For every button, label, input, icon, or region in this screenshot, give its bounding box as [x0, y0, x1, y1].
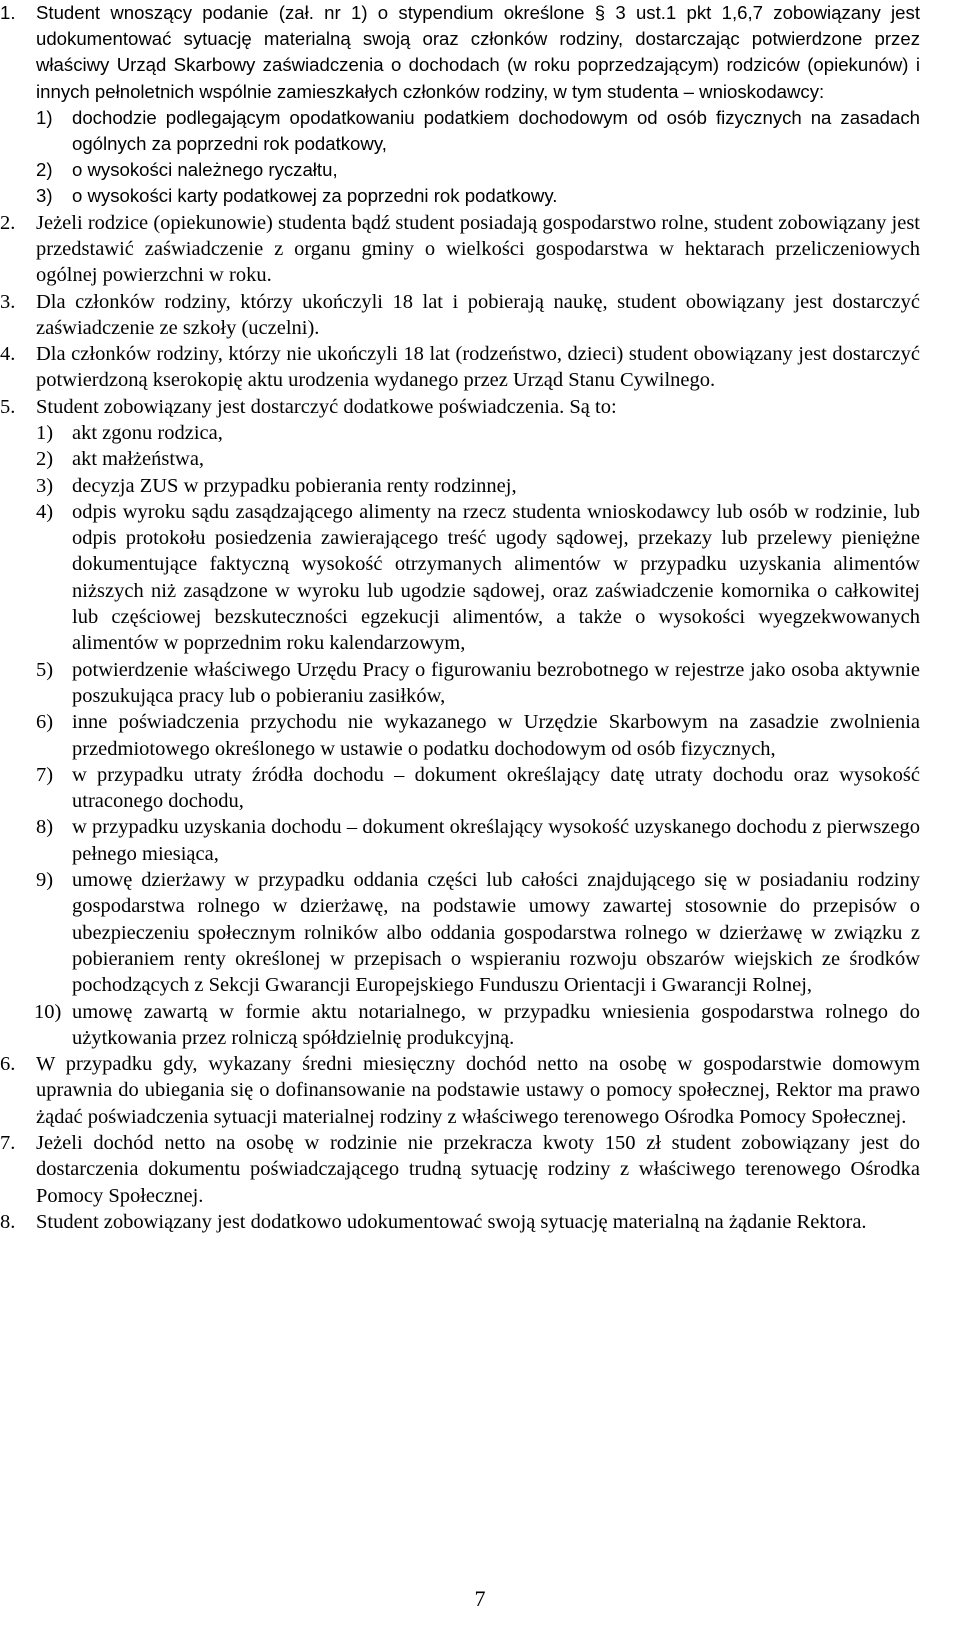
list-item-3 [0, 289, 920, 342]
sub-item-number: 5) [36, 658, 54, 681]
list-item-2 [0, 210, 920, 289]
sub-item-text: inne poświadczenia przychodu nie wykazanego w Urzędzie Skarbowym na zasadzie zwolnienia przedmiotowego określonego w ustawie o podatku dochodowym od osób fizycznych, [72, 711, 920, 760]
list-item-5 [0, 394, 920, 1051]
sub-item-text: w przypadku utraty źródła dochodu – dokument określający datę utraty dochodu oraz wysokość utraconego dochodu, [72, 763, 920, 813]
sub-item-number: 7) [36, 763, 54, 786]
item-text: W przypadku gdy, wykazany średni miesięczny dochód netto na osobę w gospodarstwie domowym uprawnia do ubiegania się o dofinansowanie na podstawie ustawy o pomocy społecznej, Rektor ma prawo żądać poświadczenia sytuacji materialnej rodziny z właściwego terenowego Ośrodka Pomocy Społecznej. [36, 1053, 920, 1128]
sub-item-text: akt małżeństwa, [72, 448, 205, 471]
sub-item-number: 10) [34, 1000, 62, 1023]
sub-item-text: umowę zawartą w formie aktu notarialnego, w przypadku wniesienia gospodarstwa rolnego do użytkowania przez rolniczą spółdzielnię produkcyjną. [72, 1000, 920, 1049]
item-text: Student zobowiązany jest dodatkowo udokumentować swoją sytuację materialną na żądanie Rektora. [36, 1210, 867, 1233]
list-item-8 [0, 1209, 920, 1235]
item-number: 4. [0, 343, 16, 366]
item-number: 6. [0, 1053, 16, 1076]
sub-item-text: odpis wyroku sądu zasądzającego alimenty na rzecz studenta wnioskodawcy lub osób w rodzinie, lub odpis protokołu posiedzenia zawierającego treść ugody sądowej, przekazy lub przelewy pieniężne dokumentujące faktyczną wysokość otrzymanych alimentów w przypadku uzyskania alimentów niższych niż zasądzone w wyroku lub ugodzie sądowej, oraz zaświadczenie komornika o całkowitej lub częściowej bezskuteczności egzekucji alimentów, a także o wysokości wyegzekwowanych alimentów w poprzednim roku kalendarzowym, [72, 500, 920, 655]
item-number: 3. [0, 290, 16, 313]
sub-item-5-4 [36, 499, 920, 657]
sub-item-text: w przypadku uzyskania dochodu – dokument określający wysokość uzyskanego dochodu z pierwszego pełnego miesiąca, [72, 816, 920, 865]
item-text: Jeżeli rodzice (opiekunowie) studenta bądź student posiadają gospodarstwo rolne, student zobowiązany jest przedstawić zaświadczenie z organu gminy o wielkości gospodarstwa w hektarach przeliczeniowych ogólnej powierzchni w roku. [36, 211, 920, 287]
item-text: Jeżeli dochód netto na osobę w rodzinie nie przekracza kwoty 150 zł student zobowiązany jest do dostarczenia dokumentu poświadczającego trudną sytuację rodziny z właściwego terenowego Ośrodka Pomocy Społecznej. [36, 1132, 920, 1207]
item-text: Dla członków rodziny, którzy nie ukończyli 18 lat (rodzeństwo, dzieci) student obowiązany jest dostarczyć potwierdzoną kserokopię aktu urodzenia wydanego przez Urząd Stanu Cywilnego. [36, 343, 920, 392]
sub-item-number: 2) [36, 448, 54, 471]
sub-item-5-1 [36, 420, 920, 446]
sub-item-number: 4) [36, 500, 54, 523]
sub-item-number: 6) [36, 711, 54, 734]
sub-item-5-5 [36, 657, 920, 710]
sub-item-text: dochodzie podlegającym opodatkowaniu podatkiem dochodowym od osób fizycznych na zasadach ogólnych za poprzedni rok podatkowy, [72, 106, 920, 155]
sub-item-text: akt zgonu rodzica, [72, 422, 223, 444]
sub-item-1-1 [36, 105, 920, 157]
sub-item-5-9 [36, 867, 920, 998]
item-text: Student wnoszący podanie (zał. nr 1) o stypendium określone § 3 ust.1 pkt 1,6,7 zobowiązany jest udokumentować sytuację materialną swoją oraz członków rodziny, dostarczając potwierdzone przez właściwy Urząd Skarbowy zaświadczenia o dochodach (w roku poprzedzającym) rodziców (opiekunów) i innych pełnoletnich wspólnie zamieszkałych członków rodziny, w tym studenta – wnioskodawcy: [36, 2, 920, 102]
item-number: 5. [0, 395, 16, 418]
sub-item-text: potwierdzenie właściwego Urzędu Pracy o figurowaniu bezrobotnego w rejestrze jako osoba aktywnie poszukująca pracy lub o pobieraniu zasiłków, [72, 658, 920, 707]
sub-item-1-2 [36, 157, 920, 183]
sub-item-number: 2) [36, 159, 53, 181]
page-number: 7 [474, 1586, 486, 1611]
item-number: 1. [0, 2, 16, 23]
item-number: 2. [0, 211, 16, 234]
sub-item-number: 1) [36, 106, 53, 128]
sub-item-5-6 [36, 709, 920, 762]
sub-item-number: 8) [36, 816, 54, 839]
sub-item-text: decyzja ZUS w przypadku pobierania renty rodzinnej, [72, 474, 517, 497]
item-text: Dla członków rodziny, którzy ukończyli 18 lat i pobierają naukę, student obowiązany jest dostarczyć zaświadczenie ze szkoły (uczelni). [36, 290, 920, 339]
sub-item-text: o wysokości karty podatkowej za poprzedni rok podatkowy. [72, 185, 558, 207]
sub-item-5-7 [36, 762, 920, 815]
list-item-6 [0, 1051, 920, 1130]
item-number: 8. [0, 1210, 16, 1233]
sub-item-5-10 [36, 999, 920, 1052]
sub-item-number: 1) [36, 422, 54, 444]
sub-item-text: o wysokości należnego ryczałtu, [72, 159, 338, 181]
sub-item-number: 3) [36, 185, 53, 207]
sub-item-5-3 [36, 473, 920, 499]
list-item-1 [0, 0, 920, 210]
sub-item-number: 9) [36, 869, 54, 892]
item-number: 7. [0, 1132, 16, 1155]
sub-item-1-3 [36, 183, 920, 209]
sub-item-number: 3) [36, 474, 54, 497]
sub-item-5-2 [36, 446, 920, 472]
sub-item-5-8 [36, 814, 920, 867]
item-text: Student zobowiązany jest dostarczyć dodatkowe poświadczenia. Są to: [36, 395, 617, 418]
list-item-4 [0, 341, 920, 394]
list-item-7 [0, 1130, 920, 1209]
sub-item-text: umowę dzierżawy w przypadku oddania części lub całości znajdującego się w posiadaniu rodziny gospodarstwa rolnego w dzierżawę, na podstawie umowy zawartej stosownie do przepisów o ubezpieczeniu społecznym rolników albo oddania gospodarstwa rolnego w dzierżawę w związku z pobieraniem renty określonej w przepisach o wspieraniu rozwoju obszarów wiejskich ze środków pochodzących z Sekcji Gwarancji Europejskiego Funduszu Orientacji i Gwarancji Rolnej, [72, 869, 920, 997]
